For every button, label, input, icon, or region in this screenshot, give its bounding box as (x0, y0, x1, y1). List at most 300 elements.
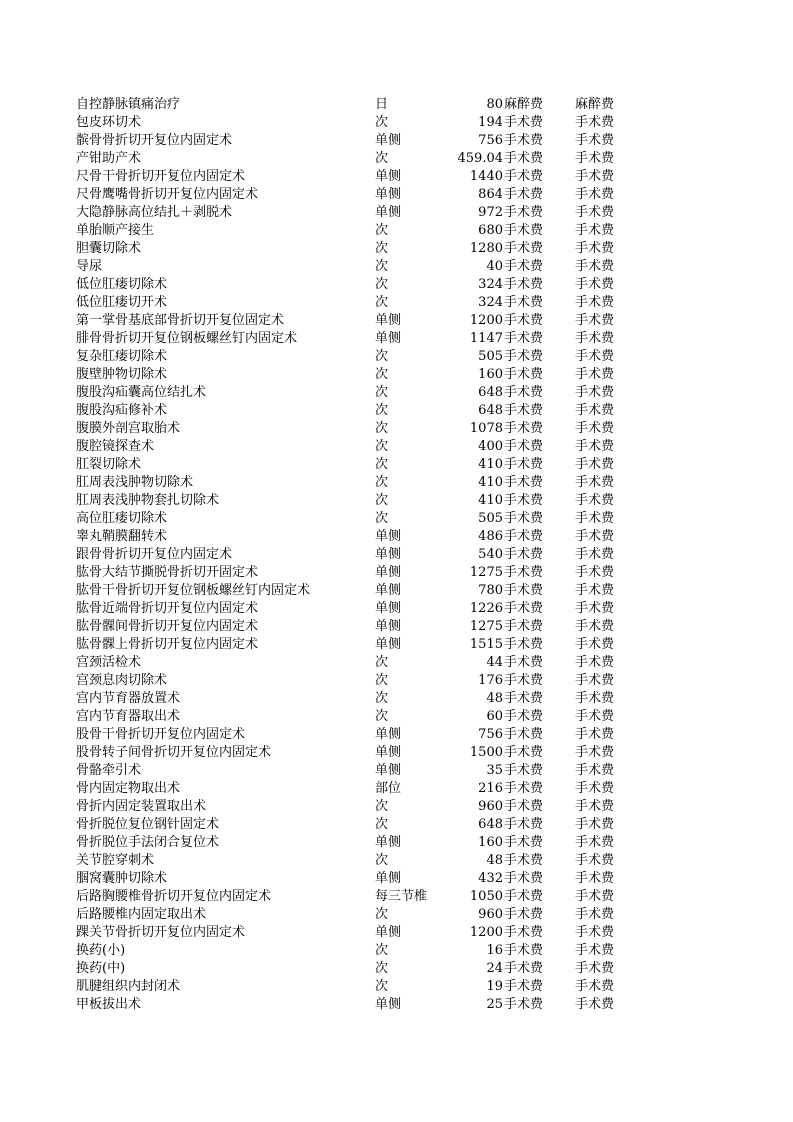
procedure-name-cell: 跟骨骨折切开复位内固定术 (76, 547, 233, 562)
fee-category-cell: 手术费 (575, 925, 615, 940)
procedure-name-cell: 肛周表浅肿物切除术 (76, 475, 194, 490)
fee-category-cell: 手术费 (504, 637, 544, 652)
fee-category-cell: 手术费 (575, 241, 615, 256)
price-cell: 160 (478, 835, 503, 850)
table-row (0, 762, 793, 780)
procedure-name-cell: 肱骨大结节撕脱骨折切开固定术 (76, 565, 259, 580)
fee-category-cell: 手术费 (575, 115, 615, 130)
procedure-name-cell: 宫内节育器放置术 (76, 691, 181, 706)
unit-cell: 次 (375, 709, 389, 724)
procedure-name-cell: 睾丸鞘膜翻转术 (76, 529, 168, 544)
fee-category-cell: 手术费 (504, 493, 544, 508)
fee-category-cell: 手术费 (575, 133, 615, 148)
price-cell: 24 (486, 961, 503, 976)
fee-category-cell: 手术费 (504, 817, 544, 832)
fee-category-cell: 手术费 (504, 799, 544, 814)
fee-category-cell: 手术费 (504, 421, 544, 436)
price-cell: 972 (478, 205, 503, 220)
price-cell: 48 (486, 691, 503, 706)
fee-category-cell: 手术费 (575, 943, 615, 958)
table-row (0, 510, 793, 528)
fee-category-cell: 手术费 (504, 259, 544, 274)
price-cell: 1515 (469, 637, 503, 652)
unit-cell: 单侧 (375, 583, 402, 598)
unit-cell: 单侧 (375, 547, 402, 562)
table-row (0, 240, 793, 258)
price-cell: 486 (478, 529, 503, 544)
fee-category-cell: 手术费 (504, 673, 544, 688)
fee-category-cell: 手术费 (575, 997, 615, 1012)
procedure-name-cell: 宫内节育器取出术 (76, 709, 181, 724)
fee-category-cell: 手术费 (575, 421, 615, 436)
fee-category-cell: 手术费 (504, 997, 544, 1012)
fee-category-cell: 手术费 (575, 439, 615, 454)
table-row (0, 492, 793, 510)
unit-cell: 次 (375, 493, 389, 508)
procedure-name-cell: 换药(中) (76, 961, 126, 976)
price-cell: 400 (478, 439, 503, 454)
procedure-name-cell: 尺骨干骨折切开复位内固定术 (76, 169, 246, 184)
unit-cell: 次 (375, 475, 389, 490)
fee-category-cell: 手术费 (504, 403, 544, 418)
unit-cell: 单侧 (375, 601, 402, 616)
procedure-name-cell: 肱骨髁间骨折切开复位内固定术 (76, 619, 259, 634)
fee-category-cell: 手术费 (575, 619, 615, 634)
fee-category-cell: 手术费 (504, 313, 544, 328)
unit-cell: 单侧 (375, 619, 402, 634)
table-row (0, 726, 793, 744)
procedure-name-cell: 骨折内固定装置取出术 (76, 799, 207, 814)
table-row (0, 330, 793, 348)
fee-category-cell: 手术费 (575, 313, 615, 328)
table-row (0, 996, 793, 1014)
procedure-name-cell: 换药(小) (76, 943, 126, 958)
unit-cell: 单侧 (375, 169, 402, 184)
fee-category-cell: 手术费 (504, 853, 544, 868)
table-row (0, 960, 793, 978)
price-cell: 410 (478, 493, 503, 508)
unit-cell: 单侧 (375, 565, 402, 580)
unit-cell: 单侧 (375, 529, 402, 544)
fee-category-cell: 手术费 (575, 853, 615, 868)
unit-cell: 次 (375, 817, 389, 832)
fee-category-cell: 手术费 (575, 691, 615, 706)
fee-category-cell: 手术费 (504, 619, 544, 634)
fee-category-cell: 手术费 (504, 709, 544, 724)
unit-cell: 次 (375, 673, 389, 688)
fee-category-cell: 手术费 (575, 655, 615, 670)
fee-category-cell: 手术费 (504, 385, 544, 400)
price-cell: 25 (486, 997, 503, 1012)
procedure-name-cell: 骨骼牵引术 (76, 763, 142, 778)
unit-cell: 单侧 (375, 313, 402, 328)
procedure-name-cell: 腹膜外剖宫取胎术 (76, 421, 181, 436)
table-row (0, 474, 793, 492)
fee-category-cell: 手术费 (575, 511, 615, 526)
procedure-name-cell: 第一掌骨基底部骨折切开复位固定术 (76, 313, 285, 328)
fee-category-cell: 手术费 (575, 763, 615, 778)
unit-cell: 次 (375, 385, 389, 400)
unit-cell: 次 (375, 979, 389, 994)
fee-category-cell: 手术费 (504, 745, 544, 760)
procedure-name-cell: 导尿 (76, 259, 103, 274)
procedure-name-cell: 腹股沟疝囊高位结扎术 (76, 385, 207, 400)
fee-category-cell: 手术费 (575, 781, 615, 796)
procedure-name-cell: 髌骨骨折切开复位内固定术 (76, 133, 233, 148)
table-row (0, 582, 793, 600)
price-cell: 1440 (469, 169, 503, 184)
table-row (0, 366, 793, 384)
fee-category-cell: 手术费 (575, 475, 615, 490)
price-cell: 40 (486, 259, 503, 274)
fee-category-cell: 手术费 (504, 565, 544, 580)
procedure-name-cell: 宫颈息肉切除术 (76, 673, 168, 688)
price-cell: 216 (478, 781, 503, 796)
price-cell: 48 (486, 853, 503, 868)
price-cell: 16 (486, 943, 503, 958)
price-cell: 1200 (469, 313, 503, 328)
fee-category-cell: 麻醉费 (504, 97, 544, 112)
table-row (0, 672, 793, 690)
fee-category-cell: 手术费 (575, 979, 615, 994)
procedure-name-cell: 腹壁肿物切除术 (76, 367, 168, 382)
table-row (0, 150, 793, 168)
price-cell: 44 (486, 655, 503, 670)
fee-category-cell: 手术费 (575, 871, 615, 886)
fee-category-cell: 手术费 (575, 403, 615, 418)
price-cell: 960 (478, 907, 503, 922)
procedure-name-cell: 关节腔穿刺术 (76, 853, 155, 868)
unit-cell: 单侧 (375, 331, 402, 346)
unit-cell: 单侧 (375, 637, 402, 652)
unit-cell: 次 (375, 367, 389, 382)
procedure-name-cell: 甲板拔出术 (76, 997, 142, 1012)
fee-category-cell: 手术费 (504, 943, 544, 958)
table-row (0, 132, 793, 150)
unit-cell: 次 (375, 691, 389, 706)
procedure-name-cell: 骨折脱位复位钢针固定术 (76, 817, 220, 832)
fee-category-cell: 手术费 (504, 835, 544, 850)
fee-category-cell: 手术费 (504, 277, 544, 292)
fee-category-cell: 手术费 (575, 745, 615, 760)
fee-category-cell: 手术费 (504, 907, 544, 922)
unit-cell: 单侧 (375, 187, 402, 202)
fee-category-cell: 手术费 (575, 457, 615, 472)
procedure-name-cell: 肱骨近端骨折切开复位内固定术 (76, 601, 259, 616)
procedure-name-cell: 尺骨鹰嘴骨折切开复位内固定术 (76, 187, 259, 202)
price-cell: 540 (478, 547, 503, 562)
unit-cell: 次 (375, 799, 389, 814)
price-cell: 780 (478, 583, 503, 598)
unit-cell: 单侧 (375, 925, 402, 940)
fee-category-cell: 手术费 (504, 601, 544, 616)
price-cell: 410 (478, 457, 503, 472)
unit-cell: 单侧 (375, 997, 402, 1012)
price-cell: 648 (478, 817, 503, 832)
price-cell: 756 (478, 133, 503, 148)
unit-cell: 次 (375, 115, 389, 130)
fee-category-cell: 手术费 (504, 115, 544, 130)
unit-cell: 次 (375, 277, 389, 292)
unit-cell: 次 (375, 241, 389, 256)
procedure-name-cell: 低位肛瘘切开术 (76, 295, 168, 310)
fee-category-cell: 手术费 (504, 295, 544, 310)
price-cell: 459.04 (457, 151, 503, 166)
table-row (0, 168, 793, 186)
price-cell: 505 (478, 349, 503, 364)
price-cell: 960 (478, 799, 503, 814)
table-row (0, 888, 793, 906)
price-cell: 432 (478, 871, 503, 886)
procedure-name-cell: 大隐静脉高位结扎＋剥脱术 (76, 205, 233, 220)
fee-category-cell: 手术费 (575, 295, 615, 310)
table-row (0, 618, 793, 636)
unit-cell: 次 (375, 151, 389, 166)
fee-category-cell: 手术费 (575, 205, 615, 220)
table-row (0, 798, 793, 816)
price-cell: 1078 (469, 421, 503, 436)
price-cell: 648 (478, 403, 503, 418)
price-cell: 1275 (469, 565, 503, 580)
fee-category-cell: 手术费 (504, 151, 544, 166)
procedure-name-cell: 腘窝囊肿切除术 (76, 871, 168, 886)
fee-category-cell: 手术费 (504, 547, 544, 562)
fee-category-cell: 手术费 (575, 169, 615, 184)
unit-cell: 日 (375, 97, 389, 112)
price-cell: 80 (486, 97, 503, 112)
table-row (0, 924, 793, 942)
fee-category-cell: 手术费 (575, 637, 615, 652)
fee-category-cell: 手术费 (575, 367, 615, 382)
fee-category-cell: 手术费 (504, 871, 544, 886)
unit-cell: 单侧 (375, 835, 402, 850)
fee-category-cell: 手术费 (504, 457, 544, 472)
procedure-name-cell: 肛裂切除术 (76, 457, 142, 472)
table-row (0, 546, 793, 564)
table-row (0, 528, 793, 546)
price-cell: 1500 (469, 745, 503, 760)
procedure-name-cell: 腓骨骨折切开复位钢板螺丝钉内固定术 (76, 331, 298, 346)
fee-category-cell: 手术费 (504, 439, 544, 454)
price-cell: 19 (486, 979, 503, 994)
unit-cell: 单侧 (375, 871, 402, 886)
price-cell: 324 (478, 277, 503, 292)
fee-category-cell: 手术费 (575, 817, 615, 832)
unit-cell: 次 (375, 943, 389, 958)
price-cell: 864 (478, 187, 503, 202)
table-row (0, 906, 793, 924)
price-cell: 1147 (469, 331, 503, 346)
table-row (0, 852, 793, 870)
unit-cell: 单侧 (375, 727, 402, 742)
price-cell: 1280 (469, 241, 503, 256)
table-row (0, 780, 793, 798)
fee-category-cell: 手术费 (575, 799, 615, 814)
fee-category-cell: 手术费 (504, 349, 544, 364)
price-cell: 680 (478, 223, 503, 238)
unit-cell: 次 (375, 403, 389, 418)
price-cell: 1275 (469, 619, 503, 634)
unit-cell: 单侧 (375, 205, 402, 220)
unit-cell: 每三节椎 (375, 889, 428, 904)
fee-category-cell: 手术费 (575, 187, 615, 202)
fee-category-cell: 手术费 (504, 241, 544, 256)
unit-cell: 次 (375, 907, 389, 922)
fee-category-cell: 手术费 (575, 835, 615, 850)
table-row (0, 870, 793, 888)
procedure-name-cell: 股骨转子间骨折切开复位内固定术 (76, 745, 272, 760)
price-cell: 60 (486, 709, 503, 724)
table-row (0, 978, 793, 996)
fee-category-cell: 手术费 (504, 781, 544, 796)
unit-cell: 次 (375, 655, 389, 670)
table-row (0, 276, 793, 294)
procedure-name-cell: 包皮环切术 (76, 115, 142, 130)
unit-cell: 次 (375, 295, 389, 310)
procedure-name-cell: 低位肛瘘切除术 (76, 277, 168, 292)
table-row (0, 834, 793, 852)
unit-cell: 次 (375, 439, 389, 454)
table-row (0, 744, 793, 762)
procedure-name-cell: 骨内固定物取出术 (76, 781, 181, 796)
procedure-name-cell: 产钳助产术 (76, 151, 142, 166)
fee-category-cell: 手术费 (575, 907, 615, 922)
procedure-name-cell: 肛周表浅肿物套扎切除术 (76, 493, 220, 508)
table-row (0, 420, 793, 438)
unit-cell: 次 (375, 961, 389, 976)
fee-category-cell: 手术费 (575, 493, 615, 508)
table-row (0, 690, 793, 708)
procedure-name-cell: 肱骨干骨折切开复位钢板螺丝钉内固定术 (76, 583, 311, 598)
fee-category-cell: 手术费 (575, 961, 615, 976)
fee-category-cell: 手术费 (575, 259, 615, 274)
fee-category-cell: 手术费 (575, 601, 615, 616)
fee-category-cell: 手术费 (504, 169, 544, 184)
price-cell: 505 (478, 511, 503, 526)
fee-category-cell: 手术费 (575, 385, 615, 400)
procedure-name-cell: 肱骨髁上骨折切开复位内固定术 (76, 637, 259, 652)
fee-category-cell: 手术费 (504, 583, 544, 598)
fee-category-cell: 麻醉费 (575, 97, 615, 112)
fee-category-cell: 手术费 (504, 187, 544, 202)
unit-cell: 单侧 (375, 745, 402, 760)
procedure-name-cell: 自控静脉镇痛治疗 (76, 97, 181, 112)
procedure-name-cell: 股骨干骨折切开复位内固定术 (76, 727, 246, 742)
fee-category-cell: 手术费 (504, 511, 544, 526)
price-cell: 35 (486, 763, 503, 778)
procedure-name-cell: 肌腱组织内封闭术 (76, 979, 181, 994)
table-row (0, 942, 793, 960)
fee-category-cell: 手术费 (504, 655, 544, 670)
price-cell: 1050 (469, 889, 503, 904)
price-cell: 176 (478, 673, 503, 688)
fee-category-cell: 手术费 (575, 565, 615, 580)
fee-category-cell: 手术费 (575, 889, 615, 904)
table-row (0, 312, 793, 330)
fee-category-cell: 手术费 (504, 223, 544, 238)
procedure-name-cell: 高位肛瘘切除术 (76, 511, 168, 526)
procedure-name-cell: 胆囊切除术 (76, 241, 142, 256)
fee-category-cell: 手术费 (504, 889, 544, 904)
fee-category-cell: 手术费 (504, 205, 544, 220)
procedure-name-cell: 骨折脱位手法闭合复位术 (76, 835, 220, 850)
unit-cell: 次 (375, 457, 389, 472)
table-row (0, 294, 793, 312)
fee-category-cell: 手术费 (504, 331, 544, 346)
price-cell: 1200 (469, 925, 503, 940)
table-row (0, 564, 793, 582)
fee-category-cell: 手术费 (504, 529, 544, 544)
fee-category-cell: 手术费 (504, 763, 544, 778)
procedure-name-cell: 腹股沟疝修补术 (76, 403, 168, 418)
price-cell: 160 (478, 367, 503, 382)
table-row (0, 186, 793, 204)
fee-category-cell: 手术费 (575, 151, 615, 166)
table-row (0, 204, 793, 222)
fee-category-cell: 手术费 (504, 691, 544, 706)
table-row (0, 636, 793, 654)
procedure-name-cell: 后路腰椎内固定取出术 (76, 907, 207, 922)
fee-category-cell: 手术费 (575, 223, 615, 238)
table-row (0, 96, 793, 114)
unit-cell: 次 (375, 349, 389, 364)
table-row (0, 402, 793, 420)
unit-cell: 次 (375, 853, 389, 868)
procedure-name-cell: 后路胸腰椎骨折切开复位内固定术 (76, 889, 272, 904)
unit-cell: 次 (375, 259, 389, 274)
fee-category-cell: 手术费 (575, 673, 615, 688)
fee-category-cell: 手术费 (504, 133, 544, 148)
price-cell: 1226 (469, 601, 503, 616)
unit-cell: 单侧 (375, 133, 402, 148)
fee-category-cell: 手术费 (575, 529, 615, 544)
unit-cell: 次 (375, 421, 389, 436)
fee-category-cell: 手术费 (575, 349, 615, 364)
price-cell: 410 (478, 475, 503, 490)
table-row (0, 384, 793, 402)
table-row (0, 438, 793, 456)
table-row (0, 708, 793, 726)
table-row (0, 222, 793, 240)
fee-category-cell: 手术费 (504, 925, 544, 940)
fee-category-cell: 手术费 (575, 583, 615, 598)
fee-category-cell: 手术费 (575, 331, 615, 346)
table-row (0, 654, 793, 672)
price-cell: 194 (478, 115, 503, 130)
fee-category-cell: 手术费 (575, 727, 615, 742)
price-cell: 324 (478, 295, 503, 310)
fee-category-cell: 手术费 (504, 475, 544, 490)
unit-cell: 单侧 (375, 763, 402, 778)
unit-cell: 次 (375, 223, 389, 238)
procedure-name-cell: 单胎顺产接生 (76, 223, 155, 238)
procedure-name-cell: 复杂肛瘘切除术 (76, 349, 168, 364)
table-row (0, 600, 793, 618)
table-row (0, 348, 793, 366)
fee-category-cell: 手术费 (575, 277, 615, 292)
price-cell: 648 (478, 385, 503, 400)
table-row (0, 456, 793, 474)
procedure-name-cell: 腹腔镜探查术 (76, 439, 155, 454)
table-row (0, 258, 793, 276)
fee-category-cell: 手术费 (504, 727, 544, 742)
unit-cell: 次 (375, 511, 389, 526)
fee-category-cell: 手术费 (504, 367, 544, 382)
fee-category-cell: 手术费 (504, 961, 544, 976)
price-cell: 756 (478, 727, 503, 742)
table-row (0, 816, 793, 834)
price-table (0, 96, 793, 1014)
